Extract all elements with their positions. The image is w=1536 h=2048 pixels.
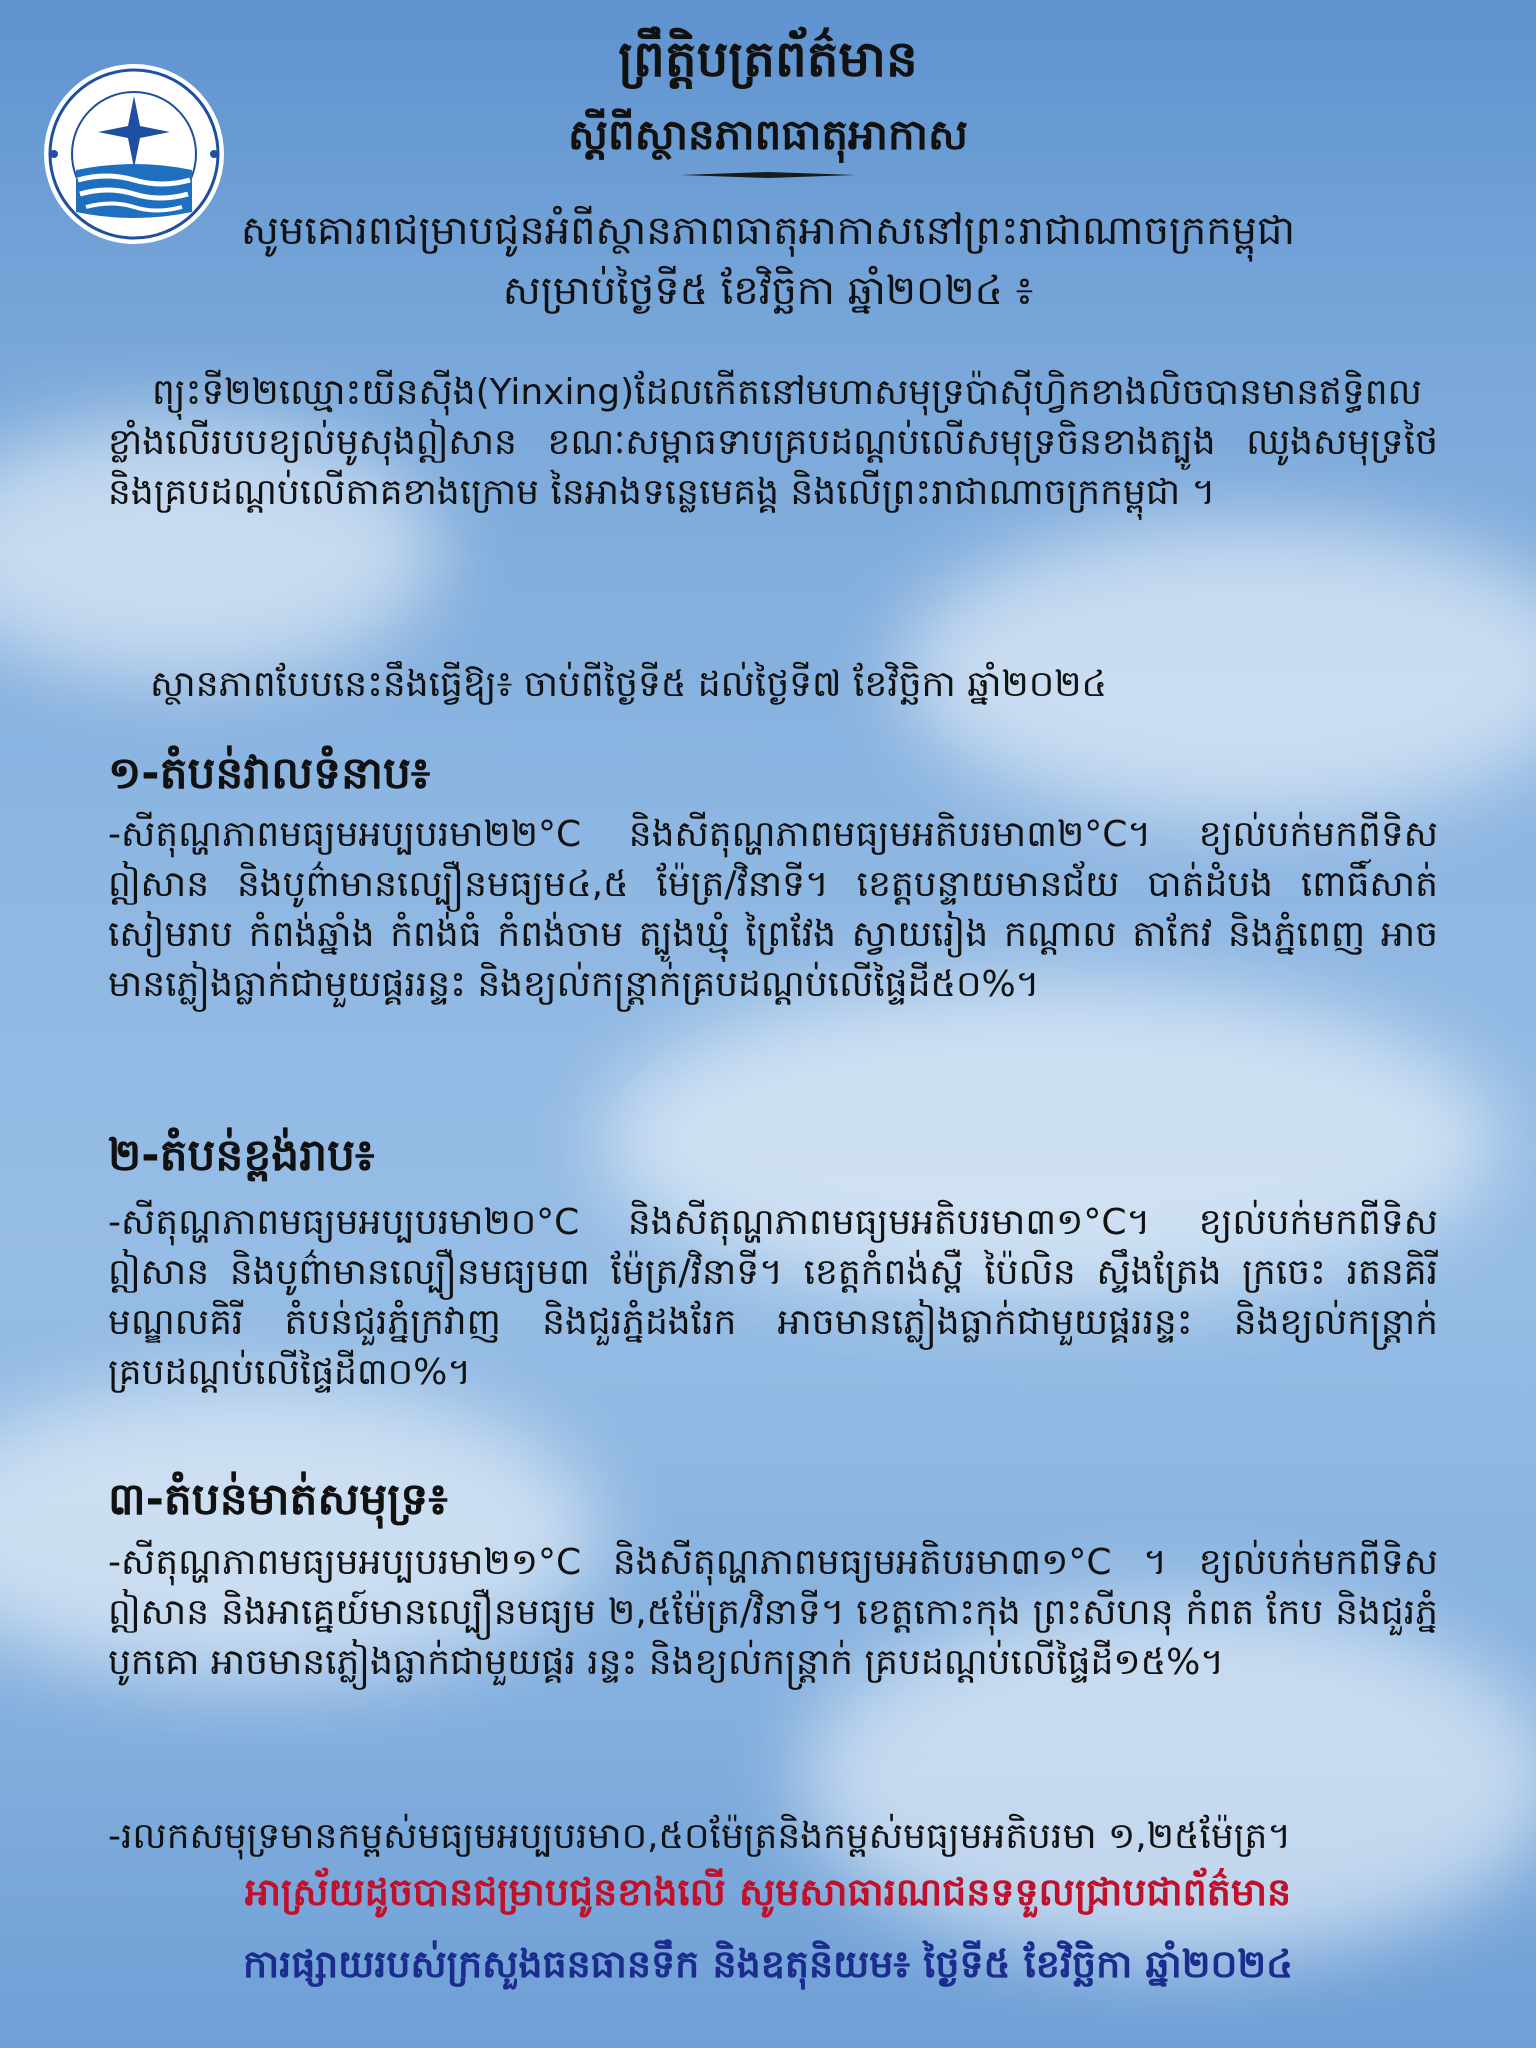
footer-publisher: ការផ្សាយរបស់ក្រសួងធនធានទឹក និងឧតុនិយម៖ ថ្ងៃទី៥ ខែវិច្ឆិកា ឆ្នាំ២០២៤ (242, 1942, 1294, 1986)
region-heading-coastal: ៣-តំបន់មាត់សមុទ្រ៖ (108, 1474, 448, 1525)
footer-notice: អាស្រ័យដូចបានជម្រាបជូនខាងលើ សូមសាធារណជនទទួលជ្រាបជាព័ត៌មាន (244, 1870, 1292, 1914)
ornament-divider-icon (680, 170, 856, 180)
storm-paragraph: ព្យុះទី២២ឈ្មោះយីនស៊ីង(Yinxing)ដែលកើតនៅមហាសមុទ្រប៉ាស៊ីហ្វិកខាងលិចបានមានឥទ្ធិពល ខ្លាំងលើរបបខ្យល់មូសុងឦសាន ខណៈសម្ពាធទាបគ្របដណ្តប់លើសមុទ្រចិនខាងត្បូង ឈូងសមុទ្រថៃ និងគ្របដណ្តប់លើតាគខាងក្រោម នៃអាងទន្លេមេគង្គ និងលើព្រះរាជាណាចក្រកម្ពុជា ។ (108, 372, 1438, 513)
region-heading-lowland: ១-តំបន់វាលទំនាប៖ (108, 748, 431, 799)
sea-wave-text: -រលកសមុទ្រមានកម្ពស់មធ្យមអប្បបរមា០,៥០ម៉ែត្រនិងកម្ពស់មធ្យមអតិបរមា ១,២៥ម៉ែត្រ។ (108, 1816, 1292, 1857)
region-text-coastal: -សីតុណ្ហភាពមធ្យមអប្បបរមា២១°C និងសីតុណ្ហភាពមធ្យមអតិបរមា៣១°C ។ ខ្យល់បក់មកពីទិសឦសាន និងអាគ្នេយ៍មានល្បឿនមធ្យម ២,៥ម៉ែត្រ/វិនាទី។ ខេត្តកោះកុង ព្រះសីហនុ កំពត កែប និងជួរភ្នំបូកគោ អាចមានភ្លៀងធ្លាក់ជាមួយផ្គរ រន្ទះ និងខ្យល់កន្ត្រាក់ គ្របដណ្តប់លើផ្ទៃដី១៥%។ (108, 1542, 1438, 1683)
bulletin-title: ព្រឹត្តិបត្រព័ត៌មាន (618, 30, 918, 88)
intro-line: សូមគោរពជម្រាបជូនអំពីស្ថានភាពធាតុអាកាសនៅព្រះរាជាណាចក្រកម្ពុជា (240, 208, 1296, 254)
region-text-lowland: -សីតុណ្ហភាពមធ្យមអប្បបរមា២២°C និងសីតុណ្ហភាពមធ្យមអតិបរមា៣២°C។ ខ្យល់បក់មកពីទិសឦសាន និងបូព៌ាមានល្បឿនមធ្យម៤,៥ ម៉ែត្រ/វិនាទី។ ខេត្តបន្ទាយមានជ័យ បាត់ដំបង ពោធិ៍សាត់ សៀមរាប កំពង់ឆ្នាំង កំពង់ធំ កំពង់ចាម ត្បូងឃ្មុំ ព្រៃវែង ស្វាយរៀង កណ្តាល តាកែវ និងភ្នំពេញ អាចមានភ្លៀងធ្លាក់ជាមួយផ្គររន្ទះ និងខ្យល់កន្ត្រាក់គ្របដណ្តប់លើផ្ទៃដី៥០%។ (108, 814, 1438, 1005)
intro-date-line: សម្រាប់ថ្ងៃទី៥ ខែវិច្ឆិកា ឆ្នាំ២០២៤ ៖ (502, 268, 1034, 314)
region-text-plateau: -សីតុណ្ហភាពមធ្យមអប្បបរមា២០°C និងសីតុណ្ហភាពមធ្យមអតិបរមា៣១°C។ ខ្យល់បក់មកពីទិសឦសាន និងបូព៌ាមានល្បឿនមធ្យម៣ ម៉ែត្រ/វិនាទី។ ខេត្តកំពង់ស្ពឺ ប៉ៃលិន ស្ទឹងត្រែង ក្រចេះ រតនគិរី មណ្ឌលគិរី តំបន់ជួរភ្នំក្រវាញ និងជួរភ្នំដងរែក អាចមានភ្លៀងធ្លាក់ជាមួយផ្គររន្ទះ និងខ្យល់កន្ត្រាក់គ្របដណ្តប់លើផ្ទៃដី៣០%។ (108, 1202, 1438, 1393)
bulletin-subtitle: ស្តីពីស្ថានភាពធាតុអាកាស (568, 110, 968, 159)
duration-line: ស្ថានភាពបែបនេះនឹងធ្វើឱ្យ៖ ចាប់ពីថ្ងៃទី៥ ដល់ថ្ងៃទី៧ ខែវិច្ឆិកា ឆ្នាំ២០២៤ (150, 664, 1108, 705)
region-heading-plateau: ២-តំបន់ខ្ពង់រាប៖ (108, 1130, 375, 1181)
